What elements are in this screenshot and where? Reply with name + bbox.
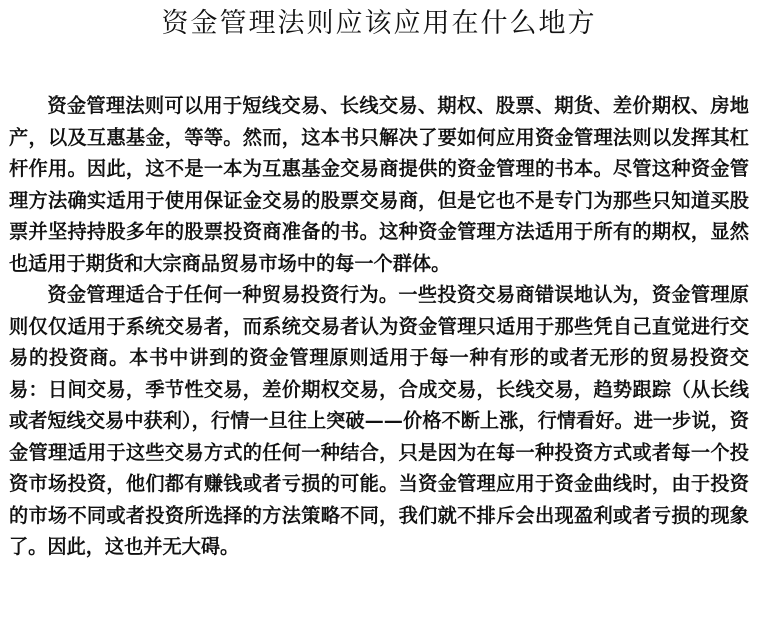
paragraph-2: 资金管理适合于任何一种贸易投资行为。一些投资交易商错误地认为，资金管理原则仅仅适用于系统交易者，而系统交易者认为资金管理只适用于那些凭自己直觉进行交易的投资商。本书中讲到的资金管理原则适用于每一种有形的或者无形的贸易投资交易：日间交易，季节性交易，差价期权交易，合成交易，长线交易，趋势跟踪（从长线或者短线交易中获利），行情一旦往上突破——价格不断上涨，行情看好。进一步说，资金管理适用于这些交易方式的任何一种结合，只是因为在每一种投资方式或者每一个投资市场投资，他们都有赚钱或者亏损的可能。当资金管理应用于资金曲线时，由于投资的市场不同或者投资所选择的方法策略不同，我们就不排斥会出现盈利或者亏损的现象了。因此，这也并无大碍。 — [9, 283, 749, 558]
paragraph-1: 资金管理法则可以用于短线交易、长线交易、期权、股票、期货、差价期权、房地产，以及互惠基金，等等。然而，这本书只解决了要如何应用资金管理法则以发挥其杠杆作用。因此，这不是一本为互惠基金交易商提供的资金管理的书本。尽管这种资金管理方法确实适用于使用保证金交易的股票交易商，但是它也不是专门为那些只知道买股票并坚持持股多年的股票投资商准备的书。这种资金管理方法适用于所有的期权，显然也适用于期货和大宗商品贸易市场中的每一个群体。 — [9, 94, 749, 275]
page-title: 资金管理法则应该应用在什么地方 — [161, 8, 597, 39]
body-text — [9, 90, 749, 563]
